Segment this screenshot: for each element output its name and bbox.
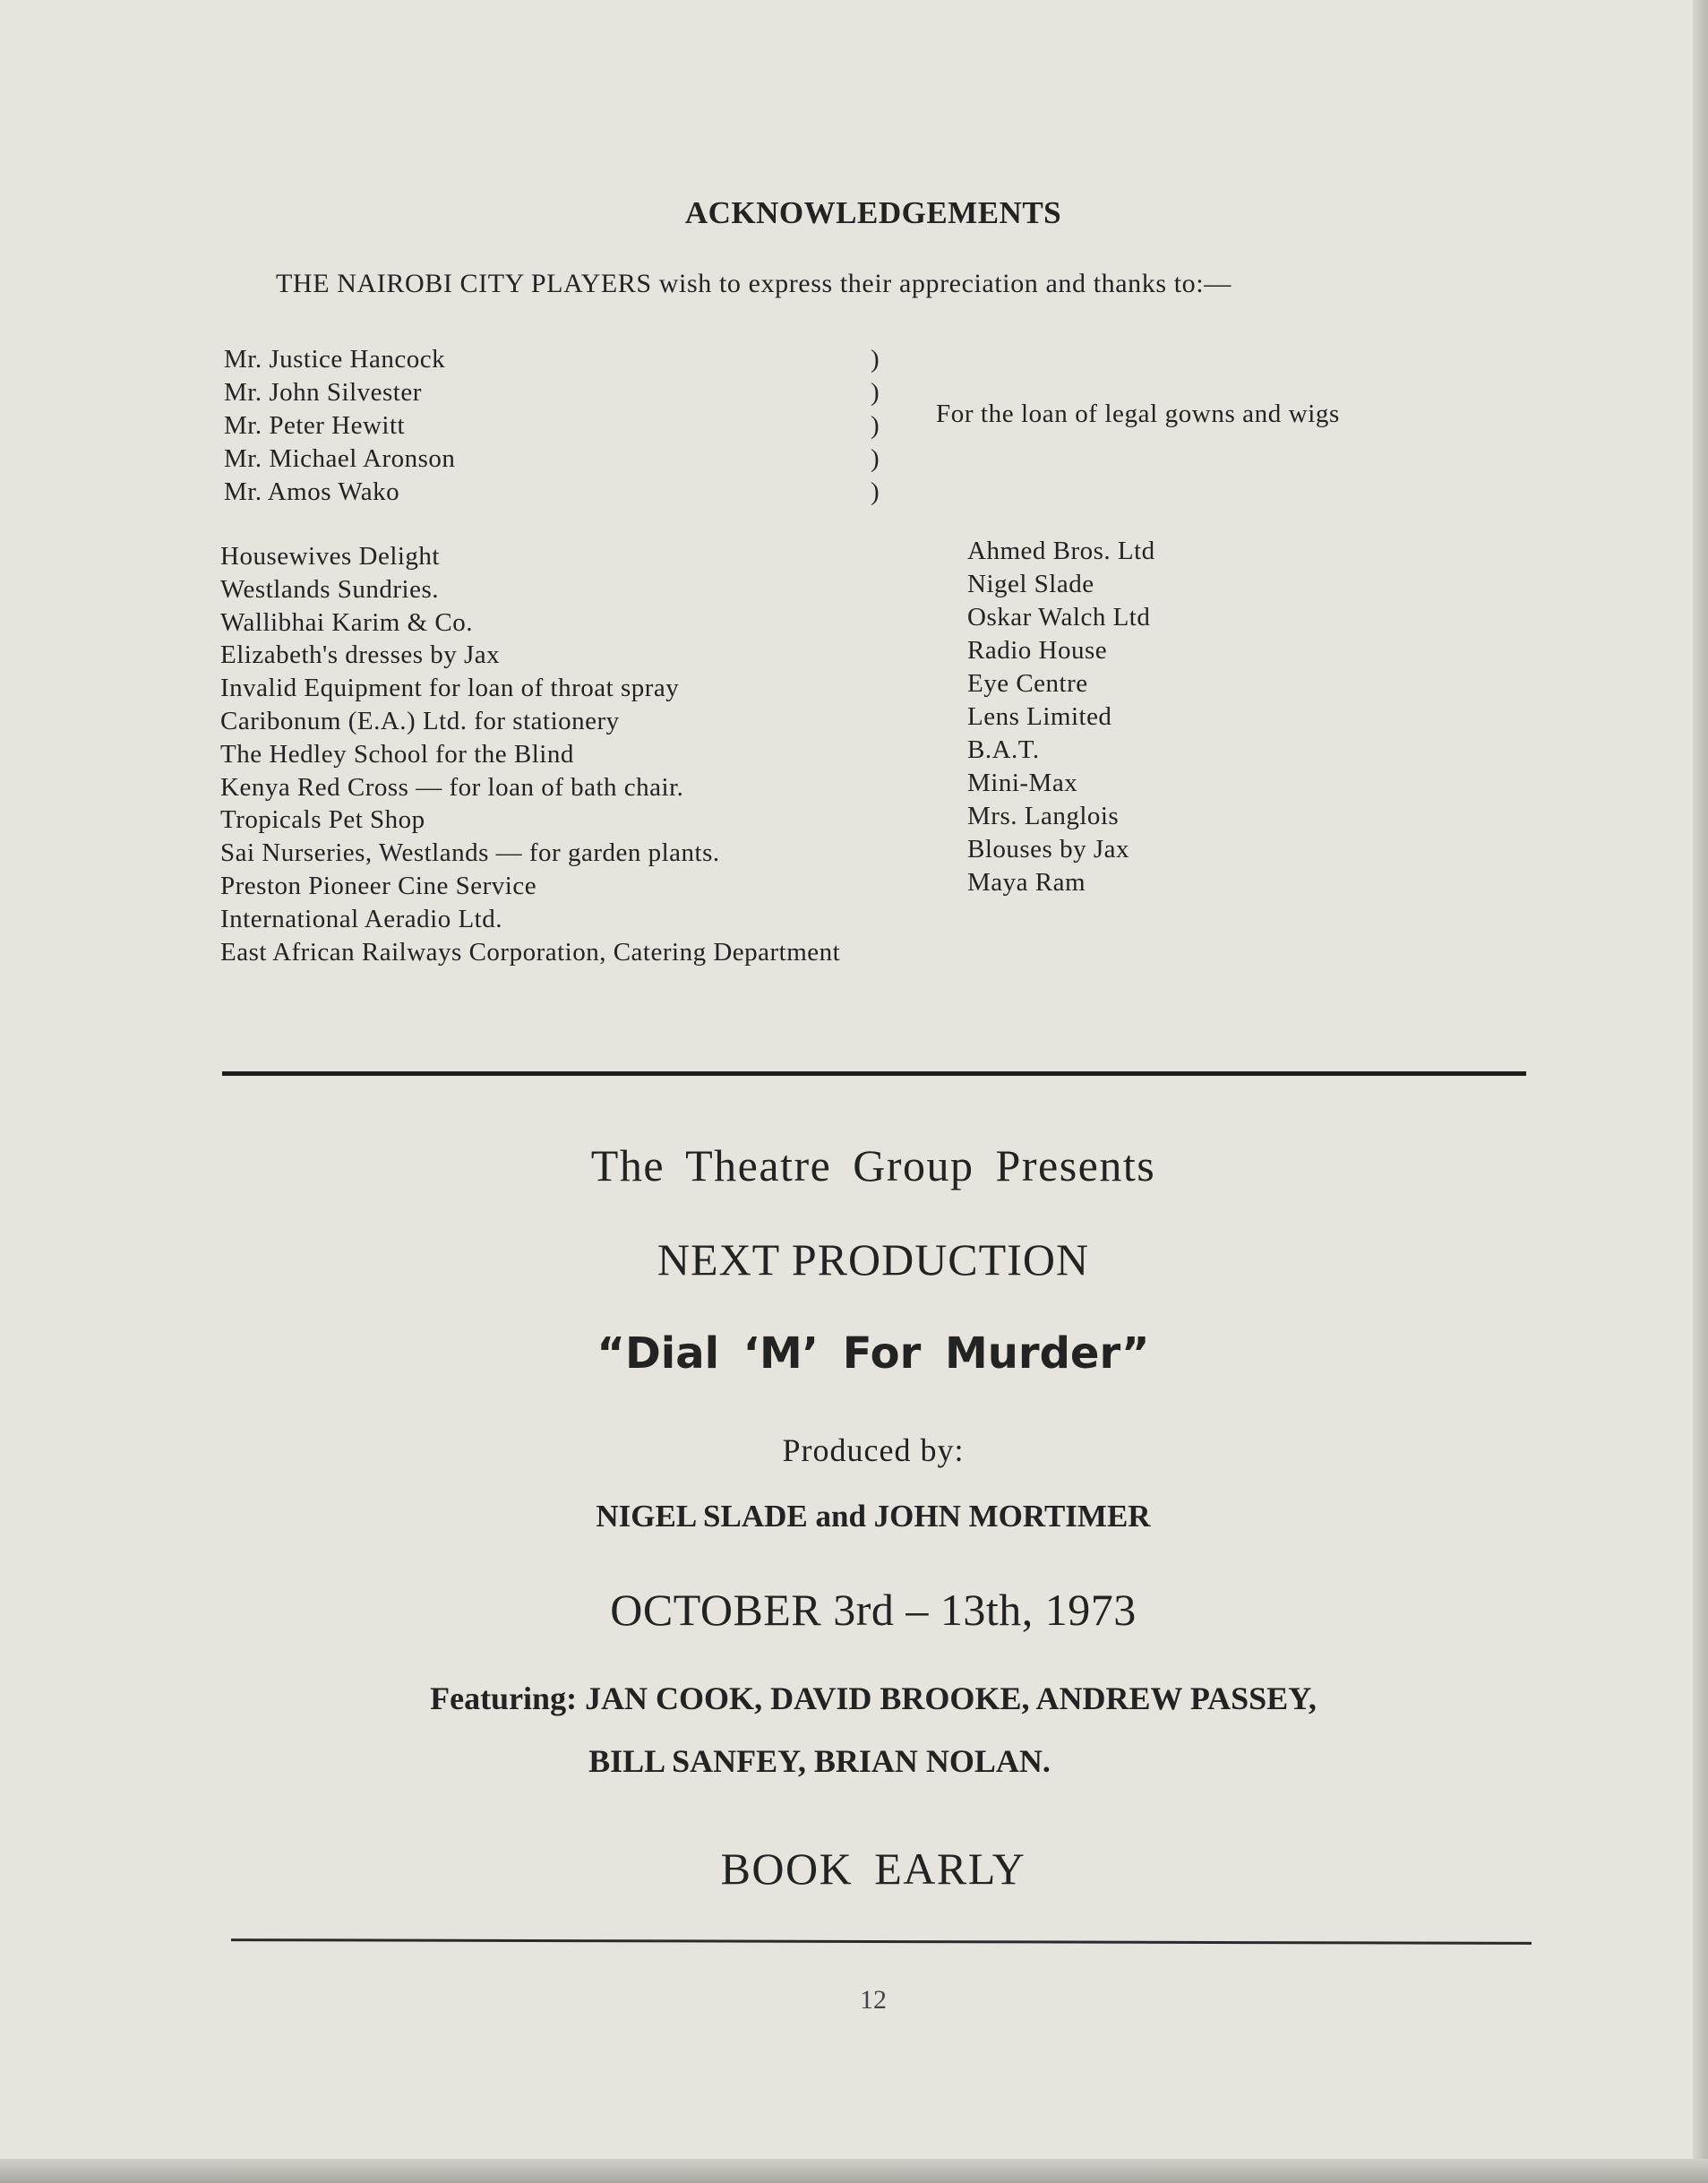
list-item: Mr. Michael Aronson: [224, 444, 456, 473]
page-number: 12: [860, 1985, 887, 2015]
legal-loan-note: For the loan of legal gowns and wigs: [936, 400, 1340, 428]
list-item: Tropicals Pet Shop: [220, 805, 425, 835]
play-title: “Dial ‘M’ For Murder”: [597, 1328, 1150, 1379]
list-item: Mr. John Silvester: [224, 378, 422, 407]
producers: NIGEL SLADE and JOHN MORTIMER: [596, 1499, 1151, 1534]
acknowledgements-intro: THE NAIROBI CITY PLAYERS wish to express their appreciation and thanks to:—: [276, 269, 1232, 298]
list-item: Caribonum (E.A.) Ltd. for stationery: [220, 706, 620, 735]
page-edge: [1693, 0, 1708, 2183]
list-item: Invalid Equipment for loan of throat spray: [220, 674, 680, 703]
list-item: East African Railways Corporation, Catering Department: [220, 937, 841, 967]
list-item: Maya Ram: [967, 868, 1086, 897]
bracket: ): [871, 477, 880, 506]
list-item: Eye Centre: [967, 669, 1088, 698]
acknowledgements-title: ACKNOWLEDGEMENTS: [684, 195, 1062, 230]
featuring-line-2: BILL SANFEY, BRIAN NOLAN.: [588, 1743, 1051, 1779]
list-item: Oskar Walch Ltd: [967, 603, 1151, 632]
page-bottom-edge: [0, 2159, 1708, 2183]
list-item: Housewives Delight: [220, 542, 440, 571]
list-item: Ahmed Bros. Ltd: [967, 537, 1155, 565]
bracket: ): [871, 345, 880, 374]
list-item: Mr. Peter Hewitt: [224, 411, 406, 440]
list-item: B.A.T.: [967, 735, 1040, 764]
list-item: Elizabeth's dresses by Jax: [220, 640, 501, 670]
presents-line: The Theatre Group Presents: [590, 1140, 1156, 1190]
sponsor-list-left: [220, 540, 840, 968]
list-item: Mini-Max: [967, 769, 1078, 797]
bracket: ): [871, 411, 880, 440]
list-item: Kenya Red Cross — for loan of bath chair.: [220, 772, 684, 802]
list-item: Westlands Sundries.: [220, 574, 439, 604]
featuring-line-1: Featuring: JAN COOK, DAVID BROOKE, ANDREW PASSEY,: [430, 1680, 1317, 1716]
sponsor-list-right: [967, 535, 1155, 899]
divider-bottom: [231, 1938, 1532, 1945]
production-dates: OCTOBER 3rd – 13th, 1973: [610, 1585, 1137, 1635]
produced-by-label: Produced by:: [782, 1432, 965, 1468]
list-item: International Aeradio Ltd.: [220, 904, 502, 933]
list-item: Mr. Amos Wako: [224, 477, 400, 506]
legal-loan-names: [224, 343, 455, 509]
book-early: BOOK EARLY: [720, 1844, 1026, 1894]
list-item: Radio House: [967, 636, 1108, 665]
next-production-heading: NEXT PRODUCTION: [657, 1234, 1090, 1285]
list-item: Blouses by Jax: [967, 835, 1129, 864]
bracket: ): [871, 378, 880, 407]
list-item: Lens Limited: [967, 702, 1112, 731]
bracket: ): [871, 444, 880, 473]
list-item: Mrs. Langlois: [967, 802, 1120, 830]
divider-top: [222, 1071, 1526, 1076]
list-item: Nigel Slade: [967, 570, 1094, 598]
list-item: Mr. Justice Hancock: [224, 345, 446, 374]
list-item: Sai Nurseries, Westlands — for garden plants.: [220, 838, 720, 868]
list-item: Preston Pioneer Cine Service: [220, 871, 537, 900]
list-item: Wallibhai Karim & Co.: [220, 607, 474, 637]
bracket-column: [871, 343, 880, 509]
list-item: The Hedley School for the Blind: [220, 739, 574, 769]
